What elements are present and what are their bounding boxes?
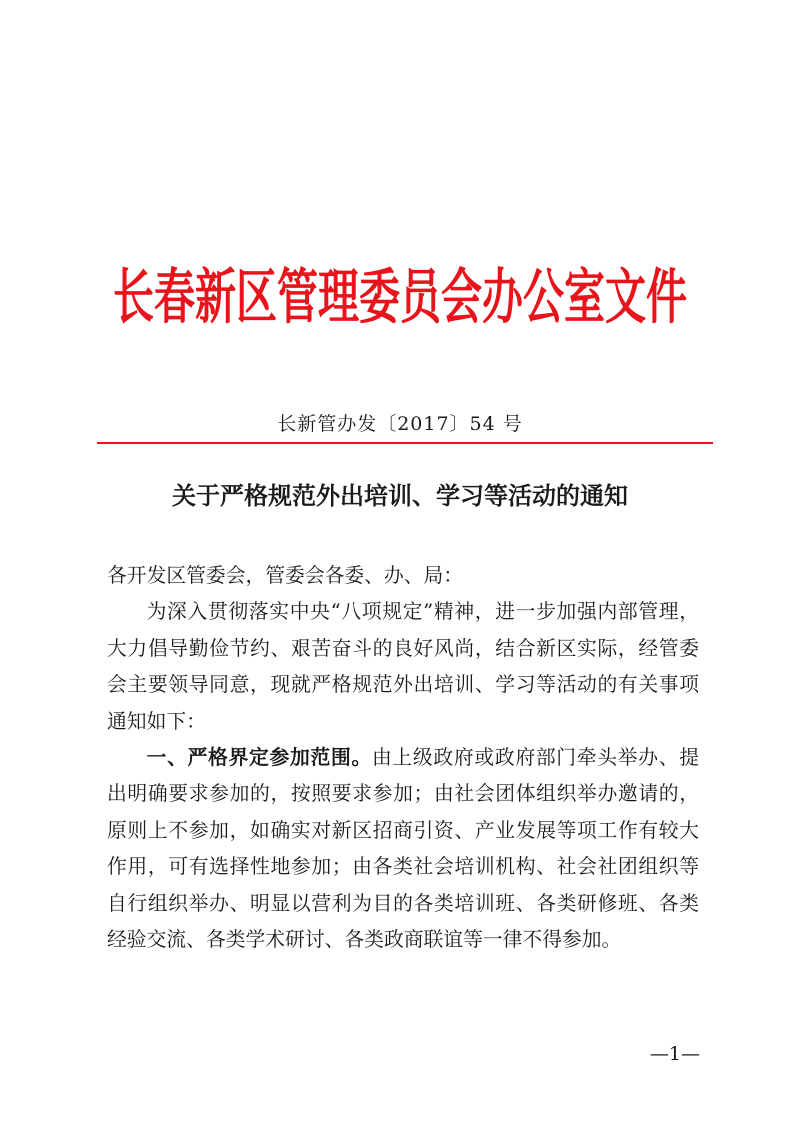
document-body — [107, 558, 699, 958]
section-1-paragraph — [107, 740, 699, 958]
page-number: —1— — [649, 1043, 700, 1065]
document-header-title: 长春新区管理委员会办公室文件 — [113, 262, 687, 332]
notice-title: 关于严格规范外出培训、学习等活动的通知 — [172, 482, 628, 510]
document-number: 长新管办发〔2017〕54 号 — [277, 413, 523, 435]
intro-paragraph: 为深入贯彻落实中央“八项规定”精神，进一步加强内部管理，大力倡导勤俭节约、艰苦奋斗的良好风尚，结合新区实际，经管委会主要领导同意，现就严格规范外出培训、学习等活动的有关事项通知如下： — [107, 600, 699, 733]
section-1-body: 由上级政府或政府部门牵头举办、提出明确要求参加的，按照要求参加；由社会团体组织举办邀请的，原则上不参加，如确实对新区招商引资、产业发展等项工作有较大作用，可有选择性地参加；由各类社会培训机构、社会社团组织等自行组织举办、明显以营利为目的各类培训班、各类研修班、各类经验交流、各类学术研讨、各类政商联谊等一律不得参加。 — [107, 746, 699, 952]
section-1-heading: 一、严格界定参加范围。 — [146, 746, 372, 770]
salutation: 各开发区管委会，管委会各委、办、局： — [107, 564, 464, 587]
red-divider-line — [97, 442, 713, 444]
